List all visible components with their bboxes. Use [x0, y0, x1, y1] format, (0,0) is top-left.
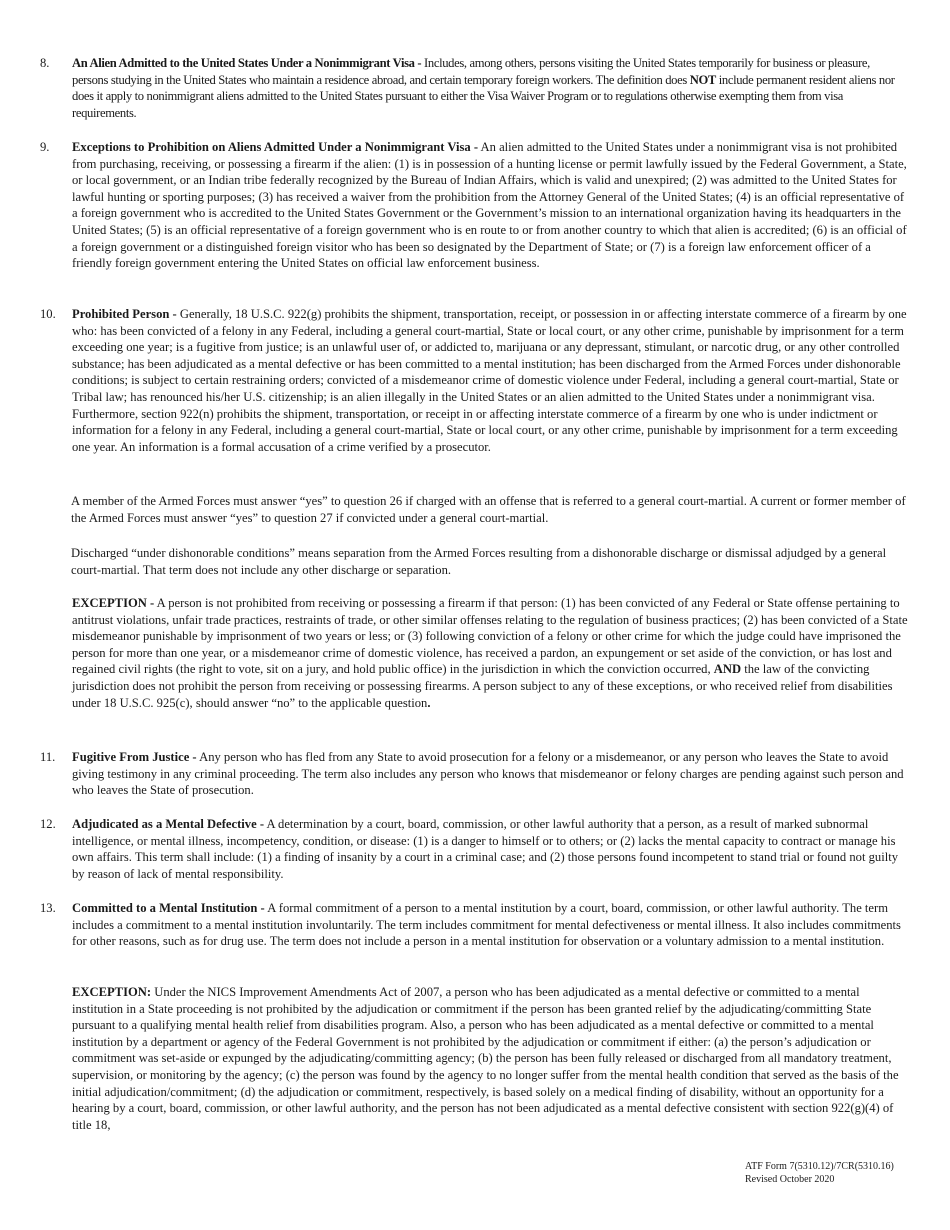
emphasis-not: NOT	[689, 72, 716, 87]
dishonorable-discharge-paragraph: Discharged “under dishonorable conditions” means separation from the Armed Forces resulting from a dishonorable discharge or dismissal adjudged by a general court-martial. That term does not include any other discharge or separation.	[71, 546, 887, 577]
item-number: 9.	[40, 140, 50, 154]
form-footer	[745, 1160, 894, 1186]
armed-forces-paragraph: A member of the Armed Forces must answer “yes” to question 26 if charged with an offense that is referred to a general court-martial. A current or former member of the Armed Forces must answer “yes” to question 27 if convicted under a general court-martial.	[71, 494, 906, 525]
definition-title: An Alien Admitted to the United States Under a Nonimmigrant Visa -	[72, 56, 422, 70]
definition-text: Committed to a Mental Institution - A formal commitment of a person to a mental institution by a court, board, commission, or other lawful authority. The term includes a commitment to a mental institution involuntarily. The term includes commitment for mental defectiveness or mental illness. It also includes commitments for other reasons, such as for drug use. The term does not include a person in a mental institution for observation or a voluntary admission to a mental institution.	[72, 901, 901, 949]
definition-text: Adjudicated as a Mental Defective - A determination by a court, board, commission, or other lawful authority that a person, as a result of marked subnormal intelligence, or mental illness, incompetency, condition, or disease: (1) is a danger to himself or to others; or (2) lacks the mental capacity to contract or manage his own affairs. This term shall include: (1) a finding of insanity by a court in a criminal case; and (2) those persons found incompetent to stand trial or found not guilty by reason of lack of mental responsibility.	[72, 817, 898, 881]
definition-12	[40, 816, 908, 882]
definition-title: Adjudicated as a Mental Defective -	[72, 817, 265, 831]
emphasis-and: AND	[713, 662, 742, 677]
definition-13	[40, 900, 908, 950]
item-number: 12.	[40, 817, 56, 831]
revision-date: Revised October 2020	[745, 1174, 835, 1185]
definition-8	[40, 55, 908, 121]
definition-text: An Alien Admitted to the United States Under a Nonimmigrant Visa - Includes, among others, persons visiting the United States temporarily for business or pleasure, persons studying in the United States who maintain a residence abroad, and certain temporary foreign workers. The definition does NOT include permanent resident aliens nor does it apply to nonimmigrant aliens admitted to the United States pursuant to either the Visa Waiver Program or to regulations otherwise exempting them from visa requirements.	[72, 56, 895, 120]
definition-text: Exceptions to Prohibition on Aliens Admitted Under a Nonimmigrant Visa - An alien admitted to the United States under a nonimmigrant visa is not prohibited from purchasing, receiving, or possessing a firearm if the alien: (1) is in possession of a hunting license or permit lawfully issued by the Federal Government, a State, or local government, or an Indian tribe federally recognized by the Bureau of Indian Affairs, which is valid and unexpired; (2) was admitted to the United States for lawful hunting or sporting purposes; (3) has received a waiver from the prohibition from the Attorney General of the United States; (4) is an official representative of a foreign government who is accredited to the United States Government or the Government’s mission to an international organization having its headquarters in the United States; (5) is an official representative of a foreign government who is en route to or from another country to which that alien is accredited; (6) is an official of a foreign government or a distinguished foreign visitor who has been so designated by the Department of State; or (7) is a foreign law enforcement officer of a friendly foreign government entering the United States on official law enforcement business.	[72, 140, 907, 271]
item-number: 13.	[40, 901, 56, 915]
definition-title: Committed to a Mental Institution -	[72, 901, 265, 915]
definition-text: Prohibited Person - Generally, 18 U.S.C. 922(g) prohibits the shipment, transportation, receipt, or possession in or affecting interstate commerce of a firearm by one who: has been convicted of a felony in any Federal, including a general court-martial, State or local court, or any other crime, punishable by imprisonment for a term exceeding one year; is a fugitive from justice; is an unlawful user of, or addicted to, marijuana or any depressant, stimulant, or narcotic drug, or any other controlled substance; has been adjudicated as a mental defective or has been committed to a mental institution; has been discharged from the Armed Forces under dishonorable conditions; is subject to certain restraining orders; convicted of a misdemeanor crime of domestic violence under Federal, including a general court-martial, State or Tribal law; has renounced his/her U.S. citizenship; is an alien illegally in the United States or an alien admitted to the United States under a nonimmigrant visa. Furthermore, section 922(n) prohibits the shipment, transportation, or receipt in or affecting interstate commerce of a firearm by one who is under indictment or information for a felony in any Federal, including a general court-martial, State or local court, or any other crime, punishable by imprisonment for a term exceeding one year. An information is a formal accusation of a crime verified by a prosecutor.	[72, 307, 907, 454]
exception-paragraph: EXCEPTION - A person is not prohibited from receiving or possessing a firearm if that person: (1) has been convicted of any Federal or State offense pertaining to antitrust violations, unfair trade practices, restraints of trade, or other similar offenses relating to the regulation of business practices; (2) has been convicted of a State misdemeanor punishable by imprisonment of two years or less; or (3) following conviction of a felony or other crime for which the judge could have imprisoned the person for more than one year, or a misdemeanor crime of domestic violence, has received a pardon, an expungement or set aside of the conviction, or has lost and regained civil rights (the right to vote, sit on a jury, and hold public office) in the jurisdiction in which the conviction occurred, AND the law of the convicting jurisdiction does not prohibit the person from receiving or possessing firearms. A person subject to any of these exceptions, or who received relief from disabilities under 18 U.S.C. 925(c), should answer “no” to the applicable question.	[72, 596, 908, 710]
exception-label: EXCEPTION -	[72, 596, 155, 610]
item-number: 8.	[40, 56, 50, 70]
definition-title: Prohibited Person -	[72, 307, 177, 321]
definition-10	[40, 306, 908, 455]
definition-9	[40, 139, 908, 272]
exception-label: EXCEPTION:	[72, 985, 152, 999]
definition-text: Fugitive From Justice - Any person who has fled from any State to avoid prosecution for a felony or a misdemeanor, or any person who leaves the State to avoid giving testimony in any criminal proceeding. The term also includes any person who knows that misdemeanor or felony charges are pending against such person and who leaves the State of prosecution.	[72, 750, 904, 798]
item-number: 10.	[40, 307, 56, 321]
definition-11	[40, 749, 908, 799]
item-number: 11.	[40, 750, 56, 764]
definition-title: Fugitive From Justice -	[72, 750, 197, 764]
form-number: ATF Form 7(5310.12)/7CR(5310.16)	[745, 1161, 894, 1172]
definition-title: Exceptions to Prohibition on Aliens Admitted Under a Nonimmigrant Visa -	[72, 140, 479, 154]
nics-exception-paragraph: EXCEPTION: Under the NICS Improvement Amendments Act of 2007, a person who has been adjudicated as a mental defective or committed to a mental institution in a State proceeding is not prohibited by the adjudication or commitment if the person has been granted relief by the adjudicating/committing State pursuant to a qualifying mental health relief from disabilities program. Also, a person who has been adjudicated as a mental defective or committed to a mental institution by a department or agency of the Federal Government is not prohibited by the adjudication or commitment if either: (a) the person’s adjudication or commitment was set-aside or expunged by the adjudicating/committing agency; (b) the person has been fully released or discharged from all mandatory treatment, supervision, or monitoring by the agency; (c) the person was found by the agency to no longer suffer from the mental health condition that served as the basis of the initial adjudication/commitment; (d) the adjudication or commitment, respectively, is based solely on a medical finding of disability, without an opportunity for a hearing by a court, board, commission, or other lawful authority, and the person has not been adjudicated as a mental defective consistent with section 922(g)(4) of title 18,	[72, 985, 899, 1132]
